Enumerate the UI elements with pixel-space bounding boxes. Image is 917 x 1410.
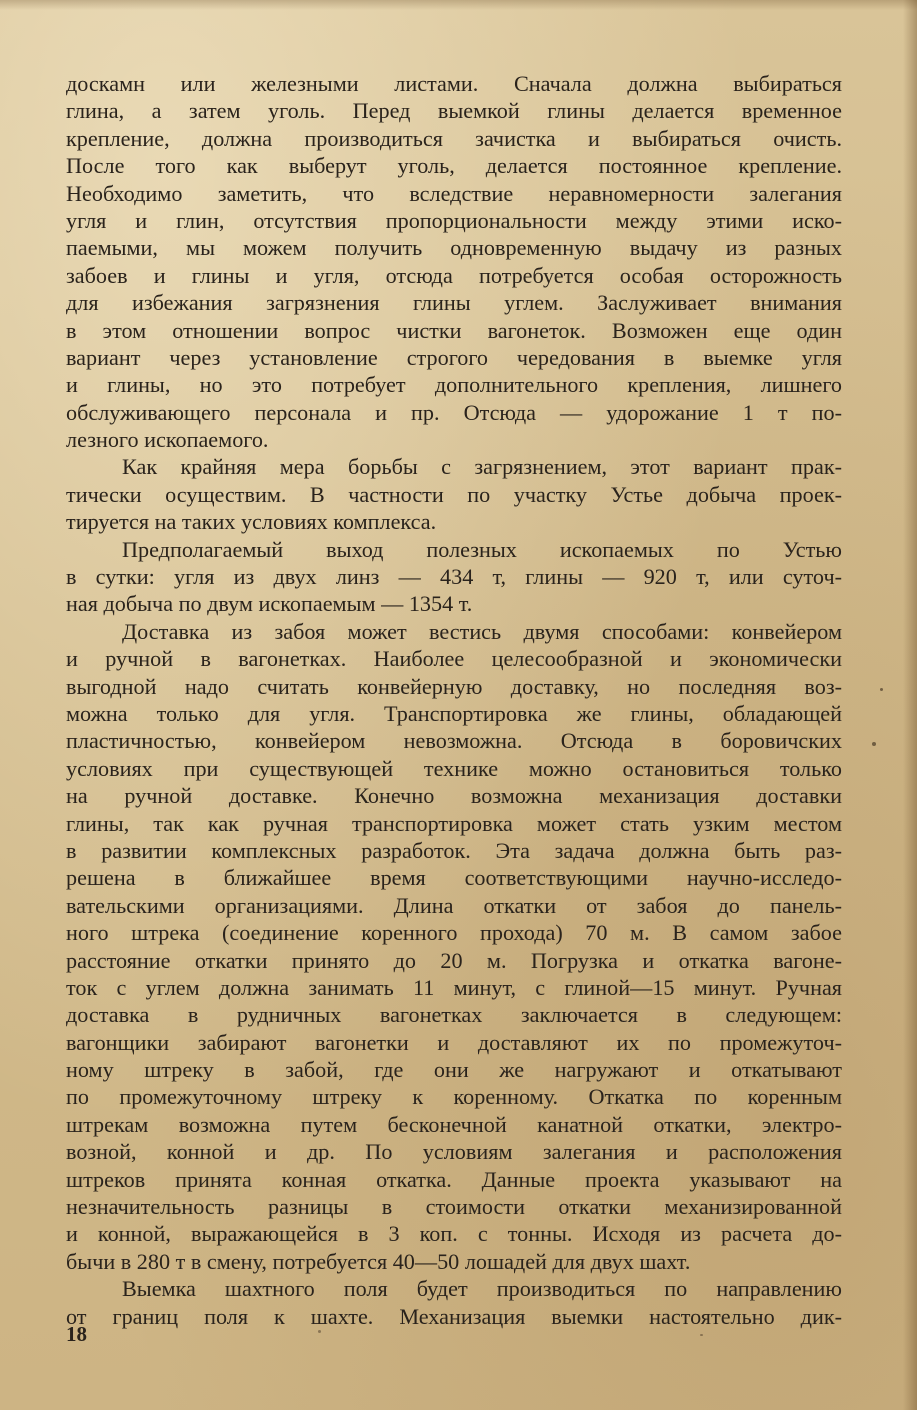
text-line: и глины, но это потребует дополнительного крепления, лишнего <box>66 372 842 398</box>
text-line: обслуживающего персонала и пр. Отсюда — удорожание 1 т по- <box>66 399 842 425</box>
text-line: по промежуточному штреку к коренному. Откатка по коренным <box>66 1084 842 1110</box>
page-number: 18 <box>66 1322 87 1346</box>
text-line: в сутки: угля из двух линз — 434 т, глины — 920 т, или суточ- <box>66 564 842 590</box>
text-line: паемыми, мы можем получить одновременную выдачу из разных <box>66 235 842 261</box>
text-line: на ручной доставке. Конечно возможна механизация доставки <box>66 783 842 809</box>
text-line: расстояние откатки принято до 20 м. Погрузка и откатка вагоне- <box>66 947 842 973</box>
page-edge-shadow <box>903 0 917 1410</box>
text-line: штреков принята конная откатка. Данные проекта указывают на <box>66 1166 842 1192</box>
page-top-shadow <box>0 0 917 10</box>
text-line: ному штреку в забой, где они же нагружают и откатывают <box>66 1057 842 1083</box>
body-text <box>66 70 842 1330</box>
text-line: глины, так как ручная транспортировка может стать узким местом <box>66 810 842 836</box>
print-speck <box>880 688 883 691</box>
text-line: Доставка из забоя может вестись двумя способами: конвейером <box>122 618 842 644</box>
text-line: забоев и глины и угля, отсюда потребуется особая осторожность <box>66 262 842 288</box>
text-line: бычи в 280 т в смену, потребуется 40—50 лошадей для двух шахт. <box>66 1248 691 1274</box>
print-speck <box>700 1334 703 1336</box>
text-line: доскамн или железными листами. Сначала должна выбираться <box>66 71 842 96</box>
text-line: условиях при существующей технике можно остановиться только <box>66 755 842 781</box>
text-line: незначительность разницы в стоимости откатки механизированной <box>66 1194 842 1220</box>
text-line: выгодной надо считать конвейерную доставку, но последняя воз- <box>66 673 842 699</box>
text-line: Как крайняя мера борьбы с загрязнением, этот вариант прак- <box>122 454 842 480</box>
text-line: решена в ближайшее время соответствующими научно-исследо- <box>66 865 842 891</box>
text-line: глина, а затем уголь. Перед выемкой глины делается временное <box>66 98 842 124</box>
text-line: можна только для угля. Транспортировка же глины, обладающей <box>66 700 842 726</box>
text-line: Необходимо заметить, что вследствие неравномерности залегания <box>66 180 842 206</box>
text-line: Предполагаемый выход полезных ископаемых по Устью <box>122 536 842 562</box>
text-line: ток с углем должна занимать 11 минут, с глиной—15 минут. Ручная <box>66 974 842 1000</box>
print-speck <box>872 742 876 746</box>
text-line: вательскими организациями. Длина откатки от забоя до панель- <box>66 892 842 918</box>
text-line: ного штрека (соединение коренного прохода) 70 м. В самом забое <box>66 920 842 946</box>
print-speck <box>318 1330 321 1333</box>
text-line: лезного ископаемого. <box>66 427 269 453</box>
text-line: в этом отношении вопрос чистки вагонеток. Возможен еще один <box>66 317 842 343</box>
text-line: угля и глин, отсутствия пропорциональности между этими иско- <box>66 207 842 233</box>
text-line: тически осуществим. В частности по участку Устье добыча проек- <box>66 481 842 507</box>
text-line: ная добыча по двум ископаемым — 1354 т. <box>66 591 473 617</box>
text-line: вариант через установление строгого чередования в выемке угля <box>66 344 842 370</box>
text-line: для избежания загрязнения глины углем. Заслуживает внимания <box>66 290 842 316</box>
text-line: от границ поля к шахте. Механизация выемки настоятельно дик- <box>66 1303 842 1329</box>
text-line: Выемка шахтного поля будет производиться по направлению <box>122 1276 842 1302</box>
text-line: возной, конной и др. По условиям залегания и расположения <box>66 1139 842 1165</box>
text-line: штрекам возможна путем бесконечной канатной откатки, электро- <box>66 1111 842 1137</box>
text-line: крепление, должна производиться зачистка и выбираться очисть. <box>66 125 842 151</box>
text-line: тируется на таких условиях комплекса. <box>66 509 437 535</box>
text-line: в развитии комплексных разработок. Эта задача должна быть раз- <box>66 837 842 863</box>
text-line: доставка в рудничных вагонетках заключается в следующем: <box>66 1002 842 1028</box>
text-line: После того как выберут уголь, делается постоянное крепление. <box>66 153 842 179</box>
text-line: пластичностью, конвейером невозможна. Отсюда в боровичских <box>66 728 842 754</box>
text-line: и конной, выражающейся в 3 коп. с тонны. Исходя из расчета до- <box>66 1221 842 1247</box>
text-line: вагонщики забирают вагонетки и доставляют их по промежуточ- <box>66 1029 842 1055</box>
text-line: и ручной в вагонетках. Наиболее целесообразной и экономически <box>66 646 842 672</box>
